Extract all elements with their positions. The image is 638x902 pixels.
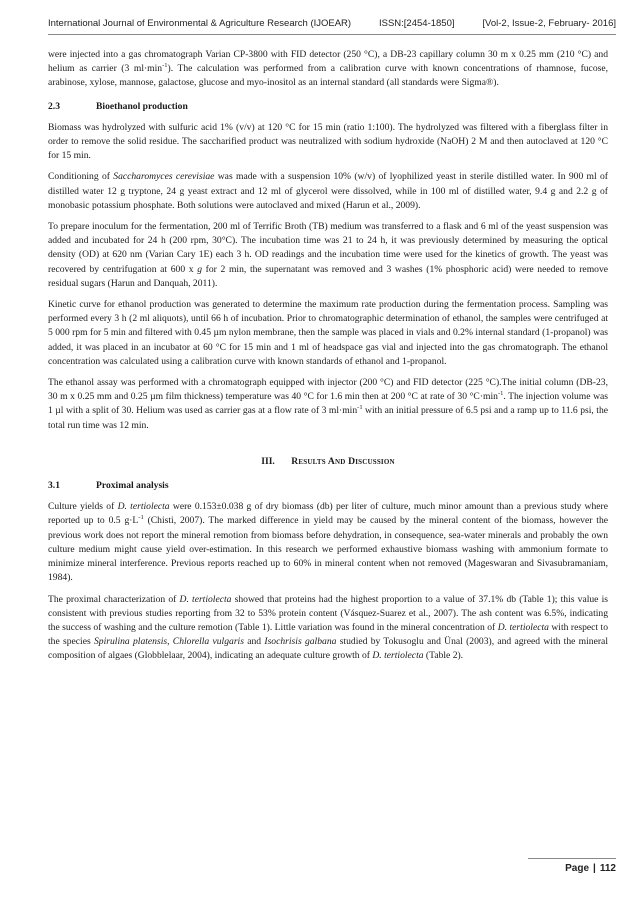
paragraph-proximal-characterization: The proximal characterization of D. tertiolecta showed that proteins had the highest proportion to a value of 37.1% db (Table 1); this value is consistent with previous studies reporting from 32 to 53% protein content (Vásquez-Suarez et al., 2007). The ash content was 6.5%, indicating the success of washing and the culture remotion (Table 1). Little variation was found in the mineral concentration of D. tertiolecta with respect to the species Spirulina platensis, Chlorella vulgaris and Isochrisis galbana studied by Tokusoglu and Ünal (2003), and agreed with the mineral composition of algaes (Globblelaar, 2004), indicating an adequate culture growth of D. tertiolecta (Table 2).	[48, 593, 608, 662]
section-title: Results And Discussion	[291, 455, 395, 467]
section-heading-3-1	[48, 479, 608, 493]
article-body	[48, 48, 608, 671]
paragraph-ethanol-assay: The ethanol assay was performed with a chromatograph equipped with injector (200 °C) and FID detector (225 °C).The initial column (DB-23, 30 m x 0.25 mm and 0.25 µm film thickness) temperature was 40 °C for 1.6 min then at 200 °C at rate of 30 $^\circ C\cdot\min^{-1}$. The injection volume was 1 µl with a split of 30. Helium was used as carrier gas at a flow rate of 3 $ml\cdot\min^{-1}$ with an initial pressure of 6.5 psi and a ramp up to 11.6 psi, the total run time was 12 min.	[48, 377, 608, 431]
divider: |	[593, 863, 596, 874]
paragraph-culture-yields: Culture yields of D. tertiolecta were 0.153±0.038 g of dry biomass (db) per liter of culture, much minor amount than a previous study where reported up to 0.5 $g\cdot L^{-1}$ (Chisti, 2007). The marked difference in yield may be caused by the mineral content of the biomass, however the previous work does not report the mineral remotion from biomass before dehydration, in consequence, sea-water minerals and probably the own culture medium might cause yield over-estimation. In this research we performed exhaustive biomass washing with ammonium formate to minimize mineral interference. Previous reports reached up to 60% in mineral content when not removed (Mageswaran and Sivasubramaniam, 1984).	[48, 501, 608, 584]
paragraph-yeast-conditioning: Conditioning of Saccharomyces cerevisiae was made with a suspension 10% (w/v) of lyophilized yeast in sterile distilled water. In 900 ml of distilled water 12 g tryptone, 24 g yeast extract and 12 ml of glycerol were dissolved, while in 100 ml of distilled water, 9.4 g and 2.2 g of monobasic potassium phosphate. Both solutions were autoclaved and mixed (Harun et al., 2009).	[48, 171, 608, 211]
paragraph-kinetic-curve: Kinetic curve for ethanol production was generated to determine the maximum rate production during the fermentation process. Sampling was performed every 3 h (2 ml aliquots), until 66 h of incubation. Prior to chromatographic determination of ethanol, the samples were centrifuged at 5 000 rpm for 5 min and filtered with 0.45 µm nylon membrane, then the sample was placed in vials and 0.2% internal standard (1-propanol) was added, it was placed in an incubator at 60 °C for 15 min and 1 ml of headspace gas vial and injected into the gas chromatograph. The ethanol concentration was calculated using a calibration curve with known standards of ethanol and 1-propanol.	[48, 299, 608, 367]
section-heading-2-3	[48, 100, 608, 114]
page-number: 112	[599, 863, 616, 874]
page-label: Page	[565, 863, 590, 874]
paragraph-hydrolysis: Biomass was hydrolyzed with sulfuric acid 1% (v/v) at 120 °C for 15 min (ratio 1:100). The hydrolyzed was filtered with a fiberglass filter in order to remove the solid residue. The saccharified product was neutralized with sodium hydroxide (NaOH) 2 M and then autoclaved at 120 °C for 15 min.	[48, 121, 608, 162]
paragraph-gc-analysis: were injected into a gas chromatograph Varian CP-3800 with FID detector (250 °C), a DB-23 capillary column 30 m x 0.25 mm (210 °C) and helium as carrier (3 $ml\cdot\min^{-1}$). The calculation was performed from a calibration curve with known concentrations of rhamnose, fucose, arabinose, xylose, mannose, galactose, glucose and myo-inositol as an internal standard (all standards were Sigma®).	[48, 49, 609, 89]
section-title: Bioethanol production	[96, 100, 188, 112]
paragraph-inoculum: To prepare inoculum for the fermentation, 200 ml of Terrific Broth (TB) medium was transferred to a flask and 6 ml of the yeast suspension was added and incubated for 24 h (200 rpm, 30°C). The incubation time was 21 to 24 h, it was previously determined by measuring the optical density (OD) at 620 nm (Varian Cary 1E) each 3 h. OD readings and the incubation time were used for the kinetics of growth. The yeast was recovered by centrifugation at 600 x g for 2 min, the supernatant was removed and 3 washes (1% phosphoric acid) were needed to remove residual sugars (Harun and Danquah, 2011).	[48, 221, 609, 289]
section-title: Proximal analysis	[96, 480, 169, 492]
section-number: 2.3	[48, 100, 60, 112]
volume-issue: [Vol-2, Issue-2, February- 2016]	[482, 17, 616, 29]
journal-name: International Journal of Environmental & Agriculture Research (IJOEAR)	[48, 17, 352, 29]
page-footer	[528, 858, 616, 874]
section-number: 3.1	[48, 480, 60, 492]
section-number: III.	[261, 455, 275, 467]
running-header	[48, 12, 616, 35]
section-heading-results	[48, 455, 608, 469]
issn: ISSN:[2454-1850]	[378, 17, 455, 29]
